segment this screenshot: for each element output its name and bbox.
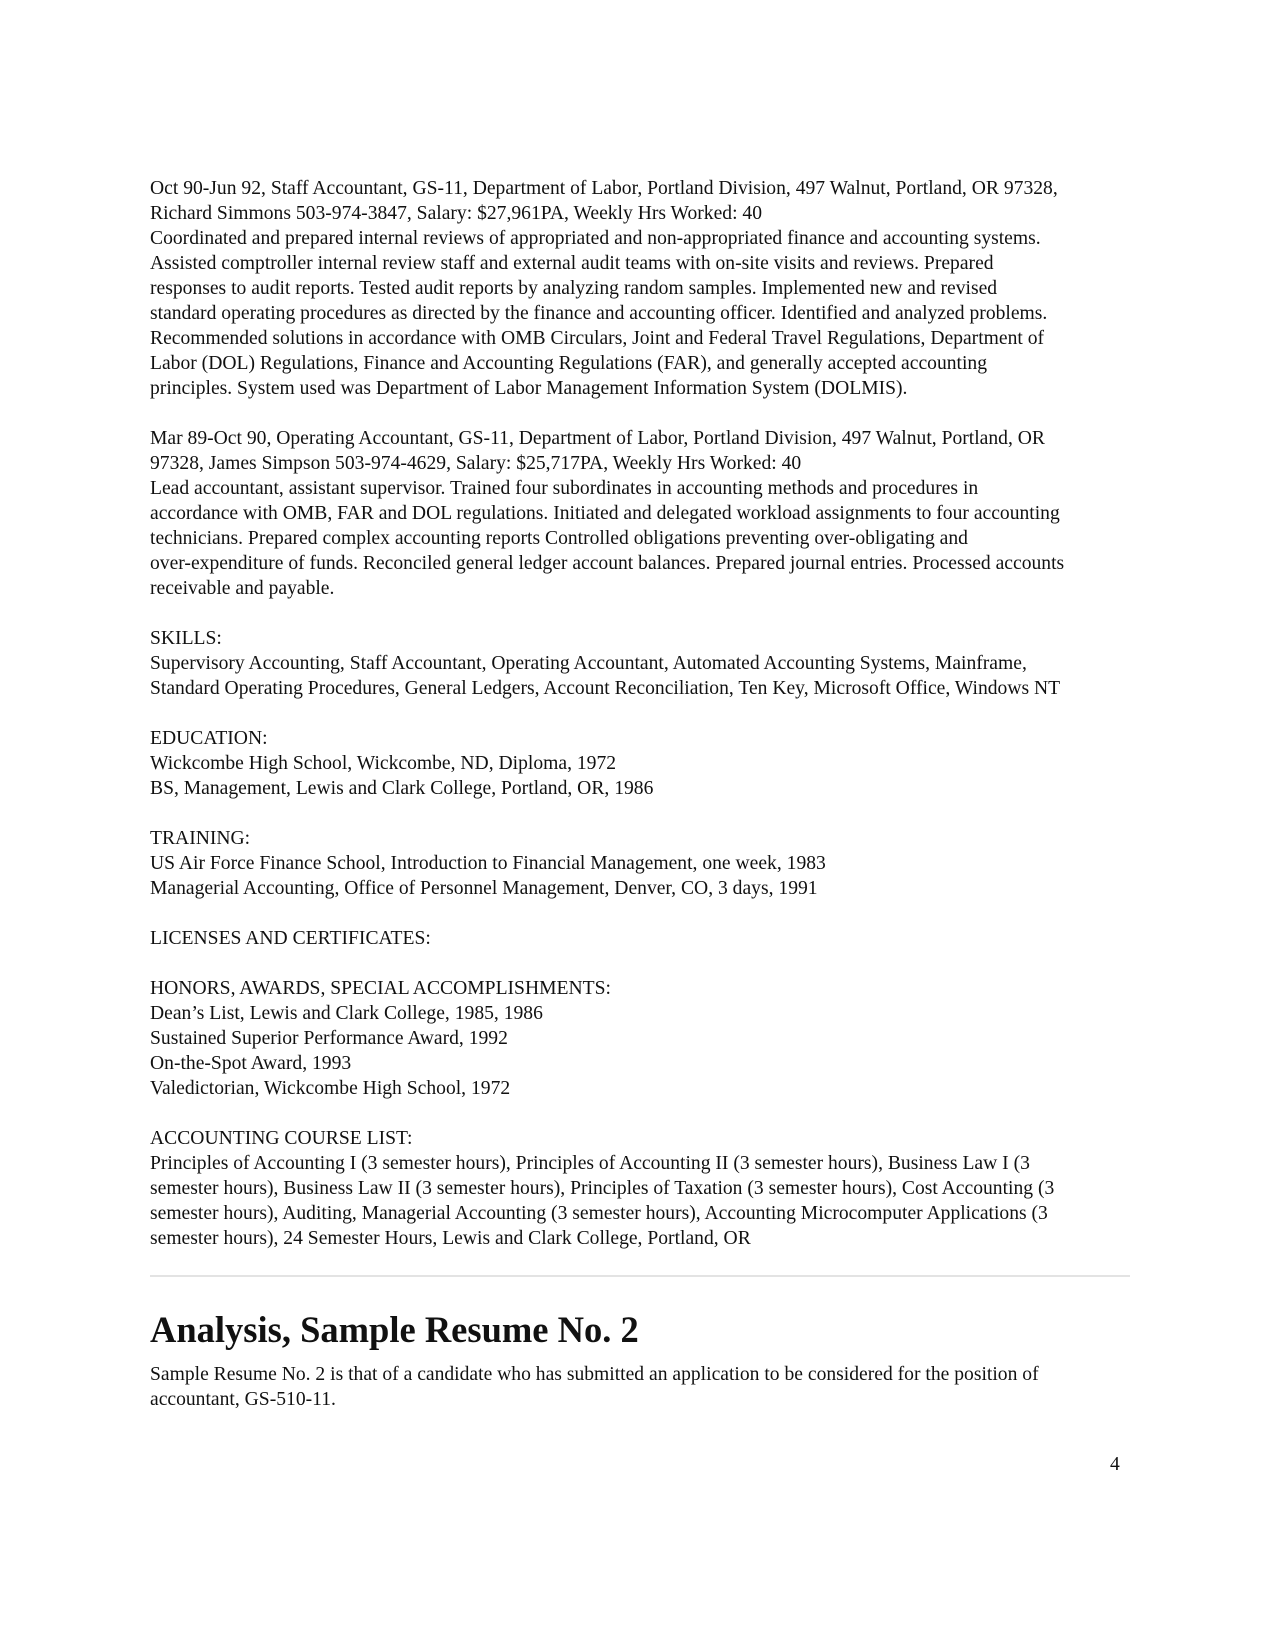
analysis-line: Sample Resume No. 2 is that of a candidate who has submitted an application to be considered for the position of — [150, 1364, 1039, 1385]
section-title: HONORS, AWARDS, SPECIAL ACCOMPLISHMENTS: — [150, 978, 611, 999]
education-item: BS, Management, Lewis and Clark College, Portland, OR, 1986 — [150, 778, 654, 799]
training-item: Managerial Accounting, Office of Personnel Management, Denver, CO, 3 days, 1991 — [150, 878, 818, 899]
licenses-section — [150, 926, 1130, 951]
job-entry-line: Mar 89-Oct 90, Operating Accountant, GS-11, Department of Labor, Portland Division, 497 Walnut, Portland, OR — [150, 428, 1045, 449]
job-entry-line: principles. System used was Department of Labor Management Information System (DOLMIS). — [150, 378, 908, 399]
skills-section — [150, 626, 1130, 701]
training-item: US Air Force Finance School, Introduction to Financial Management, one week, 1983 — [150, 853, 826, 874]
honors-section — [150, 976, 1130, 1101]
job-entry-line: over-expenditure of funds. Reconciled general ledger account balances. Prepared journal entries. Processed accounts — [150, 553, 1065, 574]
analysis-paragraph — [150, 1362, 1130, 1412]
job-entry-operating-accountant — [150, 426, 1130, 601]
course-list-line: semester hours), Business Law II (3 semester hours), Principles of Taxation (3 semester hours), Cost Accounting (3 — [150, 1178, 1055, 1199]
job-entry-line: Recommended solutions in accordance with OMB Circulars, Joint and Federal Travel Regulations, Department of — [150, 328, 1045, 349]
training-section — [150, 826, 1130, 901]
section-title: SKILLS: — [150, 628, 222, 649]
horizontal-divider — [150, 1275, 1130, 1277]
education-section — [150, 726, 1130, 801]
skills-line: Supervisory Accounting, Staff Accountant, Operating Accountant, Automated Accounting Systems, Mainframe, — [150, 653, 1027, 674]
job-entry-line: technicians. Prepared complex accounting reports Controlled obligations preventing over-obligating and — [150, 528, 968, 549]
job-entry-line: Richard Simmons 503-974-3847, Salary: $27,961PA, Weekly Hrs Worked: 40 — [150, 203, 763, 224]
education-item: Wickcombe High School, Wickcombe, ND, Diploma, 1972 — [150, 753, 617, 774]
job-entry-line: Lead accountant, assistant supervisor. Trained four subordinates in accounting methods and procedures in — [150, 478, 979, 499]
course-list-section — [150, 1126, 1130, 1251]
section-title: LICENSES AND CERTIFICATES: — [150, 928, 431, 949]
honor-item: Sustained Superior Performance Award, 1992 — [150, 1028, 508, 1049]
job-entry-line: 97328, James Simpson 503-974-4629, Salary: $25,717PA, Weekly Hrs Worked: 40 — [150, 453, 802, 474]
job-entry-line: Labor (DOL) Regulations, Finance and Accounting Regulations (FAR), and generally accepted accounting — [150, 353, 988, 374]
job-entry-staff-accountant — [150, 176, 1130, 401]
job-entry-line: Coordinated and prepared internal reviews of appropriated and non-appropriated finance and accounting systems. — [150, 228, 1041, 249]
course-list-line: semester hours), 24 Semester Hours, Lewis and Clark College, Portland, OR — [150, 1228, 751, 1249]
job-entry-line: accordance with OMB, FAR and DOL regulations. Initiated and delegated workload assignments to four accounting — [150, 503, 1060, 524]
document-page — [150, 176, 1130, 1412]
section-title: EDUCATION: — [150, 728, 268, 749]
section-title: ACCOUNTING COURSE LIST: — [150, 1128, 413, 1149]
job-entry-line: Assisted comptroller internal review staff and external audit teams with on-site visits and reviews. Prepared — [150, 253, 994, 274]
job-entry-line: Oct 90-Jun 92, Staff Accountant, GS-11, Department of Labor, Portland Division, 497 Walnut, Portland, OR 97328, — [150, 178, 1058, 199]
analysis-heading: Analysis, Sample Resume No. 2 — [150, 1309, 639, 1350]
job-entry-line: receivable and payable. — [150, 578, 335, 599]
analysis-line: accountant, GS-510-11. — [150, 1389, 336, 1410]
honor-item: Dean’s List, Lewis and Clark College, 1985, 1986 — [150, 1003, 543, 1024]
skills-line: Standard Operating Procedures, General Ledgers, Account Reconciliation, Ten Key, Microsoft Office, Windows NT — [150, 678, 1061, 699]
honor-item: Valedictorian, Wickcombe High School, 1972 — [150, 1078, 511, 1099]
job-entry-line: responses to audit reports. Tested audit reports by analyzing random samples. Implemented new and revised — [150, 278, 998, 299]
course-list-line: Principles of Accounting I (3 semester hours), Principles of Accounting II (3 semester hours), Business Law I (3 — [150, 1153, 1030, 1174]
job-entry-line: standard operating procedures as directed by the finance and accounting officer. Identified and analyzed problems. — [150, 303, 1048, 324]
course-list-line: semester hours), Auditing, Managerial Accounting (3 semester hours), Accounting Microcomputer Applications (3 — [150, 1203, 1048, 1224]
section-title: TRAINING: — [150, 828, 251, 849]
page-number: 4 — [1110, 1454, 1120, 1475]
honor-item: On-the-Spot Award, 1993 — [150, 1053, 352, 1074]
